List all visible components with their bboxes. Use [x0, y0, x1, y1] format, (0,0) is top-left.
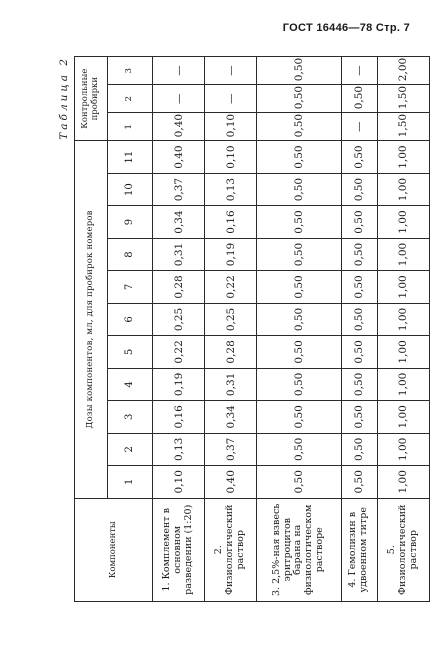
dose-cell: 0,19 — [153, 368, 205, 400]
dose-cell: 1,00 — [377, 271, 429, 303]
dose-cell: 1,00 — [377, 401, 429, 433]
rotated-content — [58, 56, 419, 602]
dose-cell: 1,00 — [377, 368, 429, 400]
dose-cell: 0,50 — [257, 466, 341, 498]
dose-cell: 1,00 — [377, 238, 429, 270]
component-name: 3. 2,5%-ная взвесь эритроцитов барана на физиологическом растворе — [257, 498, 341, 601]
dose-cell: 0,50 — [341, 141, 377, 174]
dose-cell: 1,00 — [377, 173, 429, 205]
tube-number-11: 11 — [108, 141, 153, 174]
doses-header: Дозы компонентов, мл, для пробирок номеров — [75, 141, 108, 498]
component-name: 1. Комплемент в основном разведении (1:20) — [153, 498, 205, 601]
table-row — [341, 57, 377, 602]
control-number-1: 1 — [108, 113, 153, 141]
table-row — [257, 57, 341, 602]
dose-cell: 0,22 — [153, 336, 205, 368]
dose-cell: 1,00 — [377, 303, 429, 335]
control-cell: 0,50 — [257, 57, 341, 85]
dose-cell: 0,10 — [153, 466, 205, 498]
table-row — [153, 57, 205, 602]
control-cell: 0,50 — [257, 85, 341, 113]
dose-cell: 0,50 — [257, 368, 341, 400]
control-number-2: 2 — [108, 85, 153, 113]
dose-cell: 0,40 — [153, 141, 205, 174]
control-cell: — — [153, 57, 205, 85]
dose-cell: 0,40 — [205, 466, 257, 498]
tube-number-9: 9 — [108, 206, 153, 238]
dose-cell: 0,50 — [341, 271, 377, 303]
table-row — [205, 57, 257, 602]
tube-number-10: 10 — [108, 173, 153, 205]
control-cell: 0,50 — [341, 85, 377, 113]
dose-cell: 0,37 — [205, 433, 257, 465]
dose-cell: 0,50 — [257, 303, 341, 335]
dose-cell: 0,13 — [205, 173, 257, 205]
dose-cell: 0,34 — [153, 206, 205, 238]
dose-cell: 0,50 — [341, 433, 377, 465]
header-row-1 — [75, 57, 108, 602]
component-name: 5. Физиологический раствор — [377, 498, 429, 601]
dose-cell: 0,25 — [153, 303, 205, 335]
dose-cell: 0,10 — [205, 141, 257, 174]
table-body — [153, 57, 430, 602]
dose-cell: 1,00 — [377, 141, 429, 174]
tube-number-4: 4 — [108, 368, 153, 400]
tube-number-6: 6 — [108, 303, 153, 335]
dose-cell: 0,16 — [205, 206, 257, 238]
dose-cell: 0,50 — [257, 173, 341, 205]
dose-cell: 0,16 — [153, 401, 205, 433]
control-cell: 1,50 — [377, 113, 429, 141]
dose-cell: 0,37 — [153, 173, 205, 205]
control-cell: 0,10 — [205, 113, 257, 141]
dose-cell: 0,50 — [257, 141, 341, 174]
dose-cell: 0,50 — [257, 401, 341, 433]
dose-cell: 0,50 — [257, 433, 341, 465]
dose-cell: 0,50 — [257, 238, 341, 270]
dose-cell: 1,00 — [377, 466, 429, 498]
dose-cell: 0,22 — [205, 271, 257, 303]
dose-cell: 0,50 — [341, 368, 377, 400]
control-header: Контрольные пробирки — [75, 57, 108, 141]
control-cell: — — [153, 85, 205, 113]
dose-cell: 0,34 — [205, 401, 257, 433]
running-header: ГОСТ 16446—78 Стр. 7 — [282, 22, 410, 34]
dose-cell: 0,25 — [205, 303, 257, 335]
dose-cell: 0,13 — [153, 433, 205, 465]
control-cell: 2,00 — [377, 57, 429, 85]
doses-table — [74, 56, 430, 602]
components-header: Компоненты — [75, 498, 153, 601]
component-name: 4. Гемолизин в удвоенном титре — [341, 498, 377, 601]
control-number-3: 3 — [108, 57, 153, 85]
tube-number-8: 8 — [108, 238, 153, 270]
dose-cell: 1,00 — [377, 336, 429, 368]
control-cell: — — [205, 85, 257, 113]
tube-number-2: 2 — [108, 433, 153, 465]
dose-cell: 0,50 — [341, 303, 377, 335]
dose-cell: 1,00 — [377, 206, 429, 238]
dose-cell: 0,50 — [341, 173, 377, 205]
dose-cell: 0,50 — [257, 271, 341, 303]
dose-cell: 0,50 — [341, 466, 377, 498]
control-cell: 1,50 — [377, 85, 429, 113]
dose-cell: 1,00 — [377, 433, 429, 465]
dose-cell: 0,28 — [153, 271, 205, 303]
dose-cell: 0,50 — [341, 401, 377, 433]
dose-cell: 0,50 — [257, 336, 341, 368]
tube-number-5: 5 — [108, 336, 153, 368]
table-caption: Таблица 2 — [58, 56, 70, 140]
dose-cell: 0,19 — [205, 238, 257, 270]
dose-cell: 0,50 — [341, 206, 377, 238]
control-cell: — — [341, 113, 377, 141]
table-row — [377, 57, 429, 602]
dose-cell: 0,50 — [257, 206, 341, 238]
dose-cell: 0,31 — [153, 238, 205, 270]
dose-cell: 0,28 — [205, 336, 257, 368]
tube-number-1: 1 — [108, 466, 153, 498]
control-cell: 0,50 — [257, 113, 341, 141]
control-cell: 0,40 — [153, 113, 205, 141]
component-name: 2. Физиологический раствор — [205, 498, 257, 601]
tube-number-3: 3 — [108, 401, 153, 433]
tube-number-7: 7 — [108, 271, 153, 303]
dose-cell: 0,50 — [341, 238, 377, 270]
dose-cell: 0,31 — [205, 368, 257, 400]
control-cell: — — [205, 57, 257, 85]
dose-cell: 0,50 — [341, 336, 377, 368]
control-cell: — — [341, 57, 377, 85]
